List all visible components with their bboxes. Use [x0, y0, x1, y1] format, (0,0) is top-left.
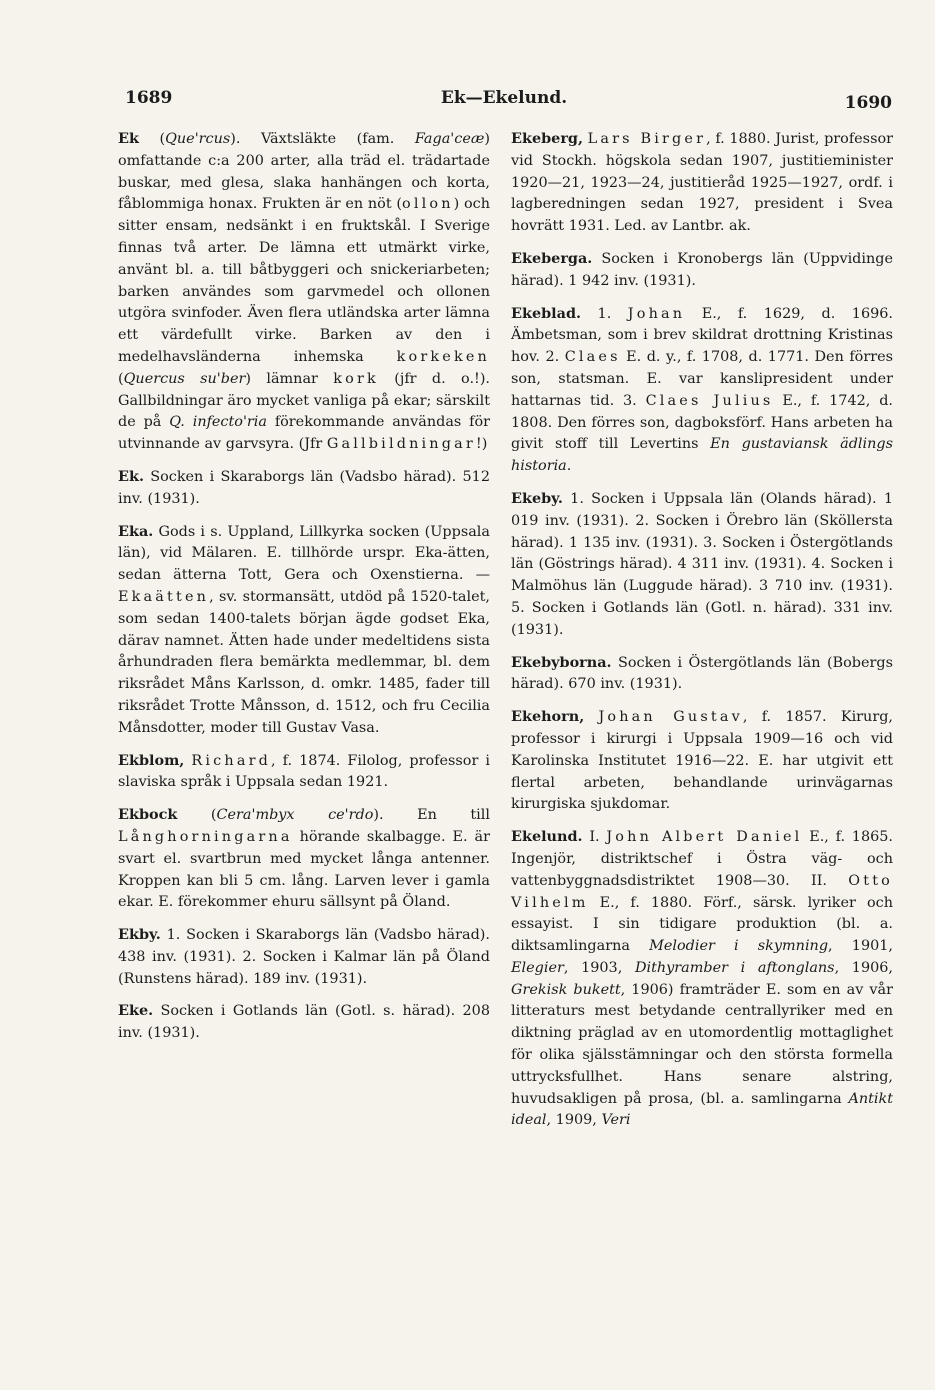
entry-text: ) lämnar	[245, 370, 334, 387]
entry-text: E., f. 1742, d. 1808. Den förres son, dagboksförf. Hans arbeten ha givit stoff till Levertins	[511, 392, 893, 453]
entry-text: Socken i Östergötlands län (Bobergs härad). 670 inv. (1931).	[511, 654, 893, 693]
entry-text: I.	[582, 829, 607, 846]
entry-headword: Ekbock	[118, 806, 178, 824]
italic-text: Faga'ceæ	[414, 131, 485, 147]
entry-text: E., f. 1865. Ingenjör, distriktschef i Östra väg- och vattenbyggnadsdistriktet 1908—30. II.	[511, 829, 893, 889]
entry-headword: Ekehorn,	[511, 708, 585, 726]
entry-text: ) omfattande c:a 200 arter, alla träd el. trädartade buskar, med glesa, slaka hanhängen och korta, fåblommiga honax. Frukten är en nöt (	[118, 131, 490, 213]
dictionary-entry	[511, 248, 893, 293]
entry-headword: Ek	[118, 130, 139, 147]
entry-text: ). En till	[373, 807, 490, 824]
spaced-name: Gallbildningar	[326, 436, 476, 453]
spaced-name: Otto Vilhelm	[511, 872, 893, 911]
italic-text: Que'rcus	[165, 131, 231, 147]
left-column	[118, 128, 490, 1055]
spaced-name: Johan Gustav	[598, 709, 743, 726]
entry-headword: Ekeby.	[511, 489, 563, 507]
italic-text: Antikt ideal	[511, 1090, 893, 1129]
entry-text: hörande skalbagge. E. är svart el. svartbrun med mycket långa antenner. Kroppen kan bli 5 cm. lång. Larven lever i gamla ekar. E. förekommer ehuru sällsynt på Öland.	[118, 828, 490, 911]
entry-text: Socken i Gotlands län (Gotl. s. härad). 208 inv. (1931).	[118, 1003, 490, 1042]
dictionary-entry	[511, 488, 893, 642]
entry-text: , 1906,	[834, 959, 893, 976]
dictionary-entry	[511, 706, 893, 816]
italic-text: Cera'mbyx ce'rdo	[216, 807, 374, 824]
page-header	[116, 86, 892, 116]
italic-text: Dithyramber i aftonglans	[634, 959, 835, 976]
dictionary-entry	[118, 924, 490, 990]
dictionary-entry	[511, 826, 893, 1132]
entry-text: , f. 1880. Jurist, professor vid Stockh. högskola sedan 1907, justitieminister 1920—21, 1923—24, justitieråd 1925—1927, ordf. i lagberedningen sedan 1927, president i Svea hovrätt 1931. Led. av Lantbr. ak.	[511, 131, 893, 235]
dictionary-entry	[511, 652, 893, 697]
entry-text: , f. 1874. Filolog, professor i slaviska språk i Uppsala sedan 1921.	[118, 752, 491, 791]
entry-text: , f. 1857. Kirurg, professor i kirurgi i Uppsala 1909—16 och vid Karolinska Institutet 1916—22. E. har utgivit ett flertal arbeten, behandlande urinvägarnas kirurgiska sjukdomar.	[511, 709, 893, 813]
spaced-name: Långhorningarna	[118, 828, 293, 845]
spaced-name: kork	[333, 370, 379, 387]
entry-text: E. d. y., f. 1708, d. 1771. Den förres son, statsman. E. var kanslipresident under hattarnas tid. 3.	[511, 349, 893, 409]
entry-headword: Ekebyborna.	[511, 653, 612, 671]
italic-text: En gustaviansk ädlings historia.	[511, 436, 893, 475]
entry-text: Socken i Kronobergs län (Uppvidinge härad). 1 942 inv. (1931).	[511, 250, 893, 289]
spaced-name: ollon	[401, 196, 454, 213]
spaced-name: Claes	[564, 349, 621, 366]
entry-headword: Ekeberg,	[511, 130, 583, 147]
running-title: Ek—Ekelund.	[440, 88, 568, 108]
entry-text: (	[177, 807, 217, 824]
entry-text: (	[118, 370, 124, 387]
spaced-name: Johan	[627, 305, 686, 322]
entry-text: E., f. 1880. Förf., särsk. lyriker och essayist. I sin tidigare produktion (bl. a. diktsamlingarna	[511, 894, 893, 955]
spaced-name: Claes Julius	[645, 392, 774, 409]
entry-text	[584, 709, 598, 725]
left-page-number: 1689	[125, 88, 173, 108]
dictionary-entry	[118, 1000, 490, 1045]
dictionary-entry	[118, 750, 490, 795]
dictionary-entry	[118, 128, 490, 456]
italic-text: Grekisk bukett	[511, 981, 621, 998]
italic-text: Melodier i skymning	[649, 938, 829, 955]
right-column	[511, 128, 893, 1142]
spaced-name: John Albert Daniel	[606, 829, 803, 846]
entry-headword: Ekby.	[118, 926, 161, 944]
spaced-name: Richard	[191, 752, 272, 769]
entry-text: 1. Socken i Uppsala län (Olands härad). 1 019 inv. (1931). 2. Socken i Örebro län (Sköllersta härad). 1 135 inv. (1931). 3. Socken i Östergötlands län (Göstrings härad). 4 311 inv. (1931). 4. Socken i Malmöhus län (Luggude härad). 3 710 inv. (1931). 5. Socken i Gotlands län (Gotl. n. härad). 331 inv. (1931).	[511, 490, 893, 638]
entry-text: Socken i Skaraborgs län (Vadsbo härad). 512 inv. (1931).	[118, 468, 490, 507]
entry-headword: Ekelund.	[511, 828, 583, 846]
dictionary-entry	[118, 804, 490, 914]
spaced-name: Lars Birger	[587, 131, 707, 147]
entry-headword: Eke.	[118, 1002, 154, 1020]
entry-text: förekommande användas för utvinnande av garvsyra. (Jfr	[118, 414, 491, 453]
dictionary-entry	[511, 303, 893, 478]
entry-text: , 1906) framträder E. som en av vår litteraturs mest betydande centrallyriker med en diktning präglad av en utomordentlig mottaglighet för olika själsstämningar och den största formella uttrycksfullhet. Hans senare alstring, huvudsakligen på prosa, (bl. a. samlingarna	[511, 981, 893, 1107]
entry-text: , 1909,	[546, 1112, 602, 1129]
italic-text: Quercus su'ber	[123, 370, 246, 387]
entry-text: (	[138, 131, 166, 147]
entry-headword: Ekeberga.	[511, 249, 593, 267]
dictionary-entry	[118, 521, 490, 740]
entry-text: 1. Socken i Skaraborgs län (Vadsbo härad). 438 inv. (1931). 2. Socken i Kalmar län på Öland (Runstens härad). 189 inv. (1931).	[118, 927, 490, 987]
entry-text: 1.	[581, 305, 628, 322]
entry-headword: Ek.	[118, 467, 144, 485]
entry-text: (jfr d. o.!). Gallbildningar äro mycket vanliga på ekar; särskilt de på	[118, 370, 491, 431]
entry-headword: Ekblom,	[118, 751, 185, 769]
entry-headword: Eka.	[118, 522, 154, 540]
right-page-number: 1690	[844, 93, 892, 113]
entry-text: Gods i s. Uppland, Lillkyrka socken (Uppsala län), vid Mälaren. E. tillhörde urspr. Eka-ätten, sedan ätterna Tott, Gera och Oxenstierna. —	[118, 523, 490, 584]
spaced-name: Ekaätten	[118, 588, 210, 605]
italic-text: Elegier	[511, 959, 564, 976]
italic-text: Veri	[601, 1112, 631, 1129]
entry-text: E., f. 1629, d. 1696. Ämbetsman, som i brev skildrat drottning Kristinas hov. 2.	[511, 305, 893, 366]
italic-text: Q. infecto'ria	[169, 414, 267, 431]
spaced-name: korkeken	[396, 348, 490, 365]
dictionary-entry	[511, 128, 893, 238]
dictionary-entry	[118, 466, 490, 511]
entry-text: ). Växtsläkte (fam.	[230, 131, 415, 147]
entry-text: !)	[475, 436, 488, 453]
entry-text: , 1903,	[563, 959, 635, 976]
entry-headword: Ekeblad.	[511, 304, 582, 322]
entry-text: ) och sitter ensam, nedsänkt i en fruktskål. I Sverige finnas två arter. De lämna ett utmärkt virke, använt bl. a. till båtbyggeri och snickeriarbeten; barken användes som garvmedel och ollonen utgöra svinfoder. Även flera utländska arter lämna ett värdefullt virke. Barken av den i medelhavsländerna inhemska	[118, 196, 490, 365]
entry-text: , sv. stormansätt, utdöd på 1520-talet, som sedan 1400-talets början ägde godset Eka, därav namnet. Ätten hade under medeltidens sista århundraden flera bemärkta medlemmar, bl. dem riksrådet Måns Karlsson, d. omkr. 1485, fader till riksrådet Trotte Månsson, d. 1512, och fru Cecilia Månsdotter, moder till Gustav Vasa.	[118, 588, 490, 736]
entry-text: , 1901,	[828, 938, 893, 955]
